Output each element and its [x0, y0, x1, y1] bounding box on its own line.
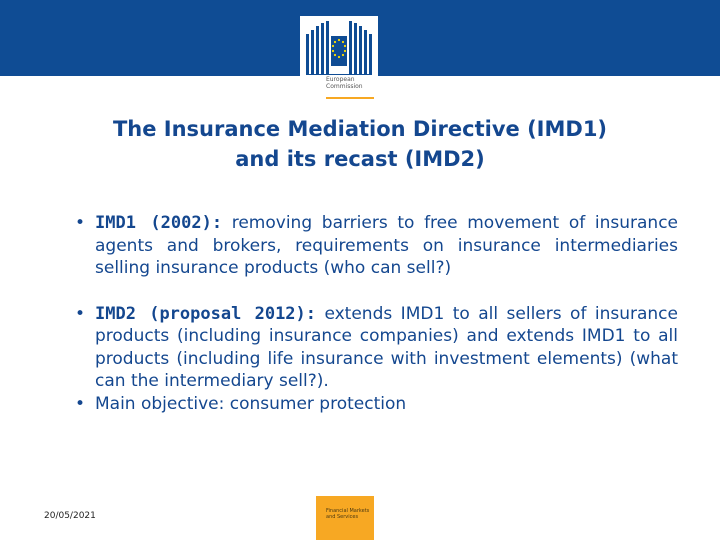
european-commission-logo: [300, 16, 378, 102]
logo-line-2: Commission: [326, 83, 363, 90]
commission-building-icon: [304, 20, 374, 76]
bullet-dot-icon: •: [75, 303, 86, 324]
dg-badge-line-2: and Services: [326, 514, 359, 520]
bullet-item-imd1: [75, 212, 678, 280]
bullet-item-objective: [75, 393, 678, 416]
bullet-text: extends IMD1 to all sellers of insurance products (including insurance companies) and extends IMD1 to all products (including life insurance with investment elements) (what can the intermediary sell?).: [95, 303, 678, 391]
bullet-text: removing barriers to free movement of insurance agents and brokers, requirements on insurance intermediaries selling insurance products (who can sell?): [95, 213, 678, 278]
bullet-item-imd2: [75, 303, 678, 393]
logo-accent-line: [326, 97, 374, 99]
logo-line-1: European: [326, 76, 355, 83]
dg-badge: [316, 496, 374, 540]
bullet-dot-icon: •: [75, 393, 86, 414]
bullet-text: Main objective: consumer protection: [95, 393, 407, 414]
bullet-heading: IMD2 (proposal 2012):: [95, 303, 317, 324]
bullet-list: [75, 212, 678, 415]
slide-date: 20/05/2021: [44, 511, 96, 521]
bullet-dot-icon: •: [75, 213, 86, 233]
slide-title-line-1: The Insurance Mediation Directive (IMD1): [112, 117, 608, 141]
slide-title: [20, 114, 700, 174]
slide-title-line-2: and its recast (IMD2): [235, 147, 485, 171]
dg-badge-line-1: Financial Markets: [326, 508, 370, 514]
bullet-spacer: [75, 280, 678, 303]
bullet-heading: IMD1 (2002):: [95, 213, 223, 233]
dg-badge-text: [326, 508, 370, 520]
logo-wordmark: [326, 76, 376, 90]
